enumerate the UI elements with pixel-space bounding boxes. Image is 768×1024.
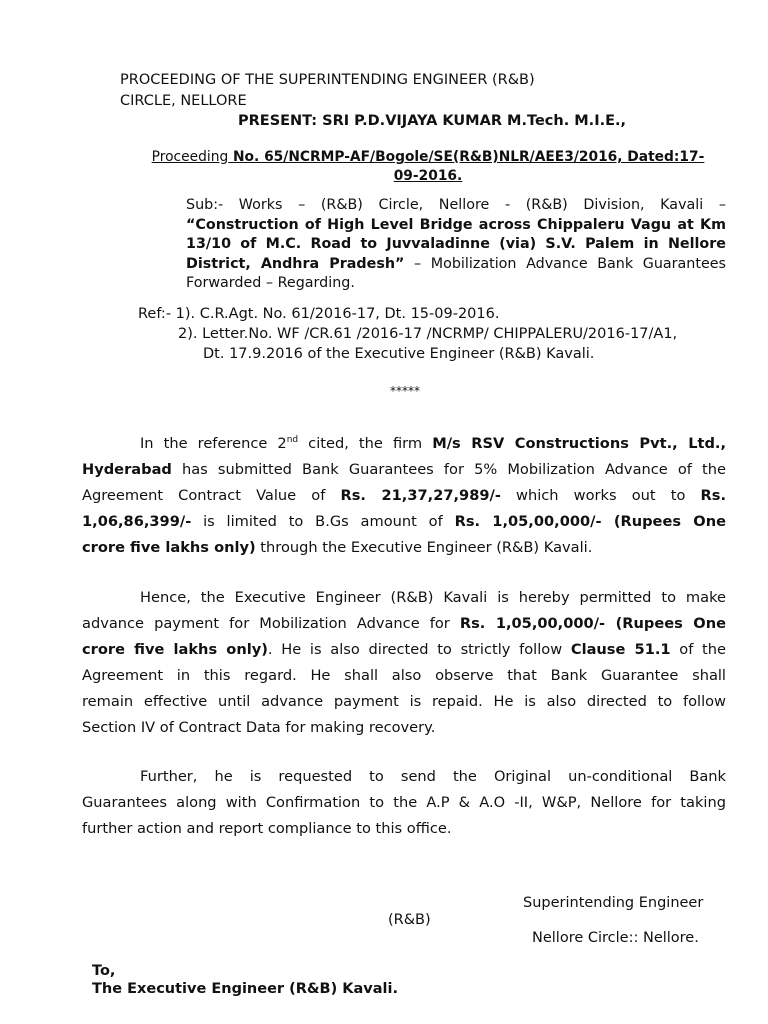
signature-circle: Nellore Circle:: Nellore. — [532, 930, 699, 946]
para2-line-5: remain effective until advance payment is repaid. He is also directed to follow — [82, 693, 726, 710]
clause-number: Clause 51.1 — [570, 641, 671, 658]
para1-line-1: In the reference 2nd cited, the firm M/s RSV Constructions Pvt., Ltd., — [140, 435, 727, 452]
para2-line-1: Hence, the Executive Engineer (R&B) Kavali is hereby permitted to make — [140, 589, 726, 606]
para2-line-3: crore five lakhs only). He is also directed to strictly follow Clause 51.1 of the — [82, 641, 727, 658]
proceeding-number — [130, 148, 726, 186]
subject-prefix: Sub:- Works – (R&B) Circle, Nellore - (R&B) Division, Kavali – — [186, 197, 726, 213]
para2-line-2: advance payment for Mobilization Advance for Rs. 1,05,00,000/- (Rupees One — [82, 615, 726, 632]
reference-2-line-1: 2). Letter.No. WF /CR.61 /2016-17 /NCRMP/ CHIPPALERU/2016-17/A1, — [178, 326, 678, 342]
addressee: The Executive Engineer (R&B) Kavali. — [92, 981, 398, 997]
firm-city: Hyderabad — [82, 461, 172, 478]
para3-line-2: Guarantees along with Confirmation to the A.P & A.O -II, W&P, Nellore for taking — [82, 794, 726, 811]
signature-title: Superintending Engineer — [523, 895, 704, 911]
para1-line-4: 1,06,86,399/- is limited to B.Gs amount of Rs. 1,05,00,000/- (Rupees One — [82, 513, 726, 530]
subject-block — [186, 196, 726, 294]
mobilization-amount: 1,06,86,399/- — [82, 513, 192, 530]
para1-line-5: crore five lakhs only) through the Executive Engineer (R&B) Kavali. — [82, 539, 593, 556]
header-line-2: CIRCLE, NELLORE — [120, 93, 247, 109]
firm-name: M/s RSV Constructions Pvt., Ltd., — [432, 435, 727, 452]
signature-dept: (R&B) — [388, 912, 431, 928]
paragraph-permission — [82, 585, 726, 741]
para2-line-4: Agreement in this regard. He shall also observe that Bank Guarantee shall — [82, 667, 726, 684]
para3-line-3: further action and report compliance to this office. — [82, 820, 452, 837]
proceeding-number-line-2: 09-2016. — [393, 168, 463, 184]
to-label: To, — [92, 963, 116, 979]
reference-2-line-2: Dt. 17.9.2016 of the Executive Engineer (R&B) Kavali. — [203, 346, 595, 362]
para1-line-2: Hyderabad has submitted Bank Guarantees for 5% Mobilization Advance of the — [82, 461, 726, 478]
present-line: PRESENT: SRI P.D.VIJAYA KUMAR M.Tech. M.I.E., — [238, 113, 627, 129]
paragraph-request — [82, 764, 726, 842]
paragraph-reference — [82, 431, 726, 561]
subject-work-title: “Construction of High Level Bridge across Chippaleru Vagu at Km 13/10 of M.C. Road to Juvvaladinne (via) S.V. Palem in Nellore District, Andhra Pradesh” — [186, 216, 726, 272]
para3-line-1: Further, he is requested to send the Original un-conditional Bank — [140, 768, 726, 785]
separator-stars: ***** — [390, 384, 420, 398]
para1-line-3: Agreement Contract Value of Rs. 21,37,27,989/- which works out to Rs. — [82, 487, 726, 504]
para2-line-6: Section IV of Contract Data for making recovery. — [82, 719, 436, 736]
reference-1: Ref:- 1). C.R.Agt. No. 61/2016-17, Dt. 15-09-2016. — [138, 306, 500, 322]
header-line-1: PROCEEDING OF THE SUPERINTENDING ENGINEER (R&B) — [120, 72, 535, 88]
bg-amount: Rs. 1,05,00,000/- (Rupees One — [454, 513, 726, 530]
subject-suffix: – Mobilization Advance Bank Guarantees Forwarded – Regarding. — [186, 255, 726, 291]
proceeding-number-line-1: No. 65/NCRMP-AF/Bogole/SE(R&B)NLR/AEE3/2016, Dated:17- — [228, 149, 705, 165]
proceeding-label: Proceeding — [151, 149, 229, 165]
contract-value: Rs. 21,37,27,989/- — [340, 487, 501, 504]
